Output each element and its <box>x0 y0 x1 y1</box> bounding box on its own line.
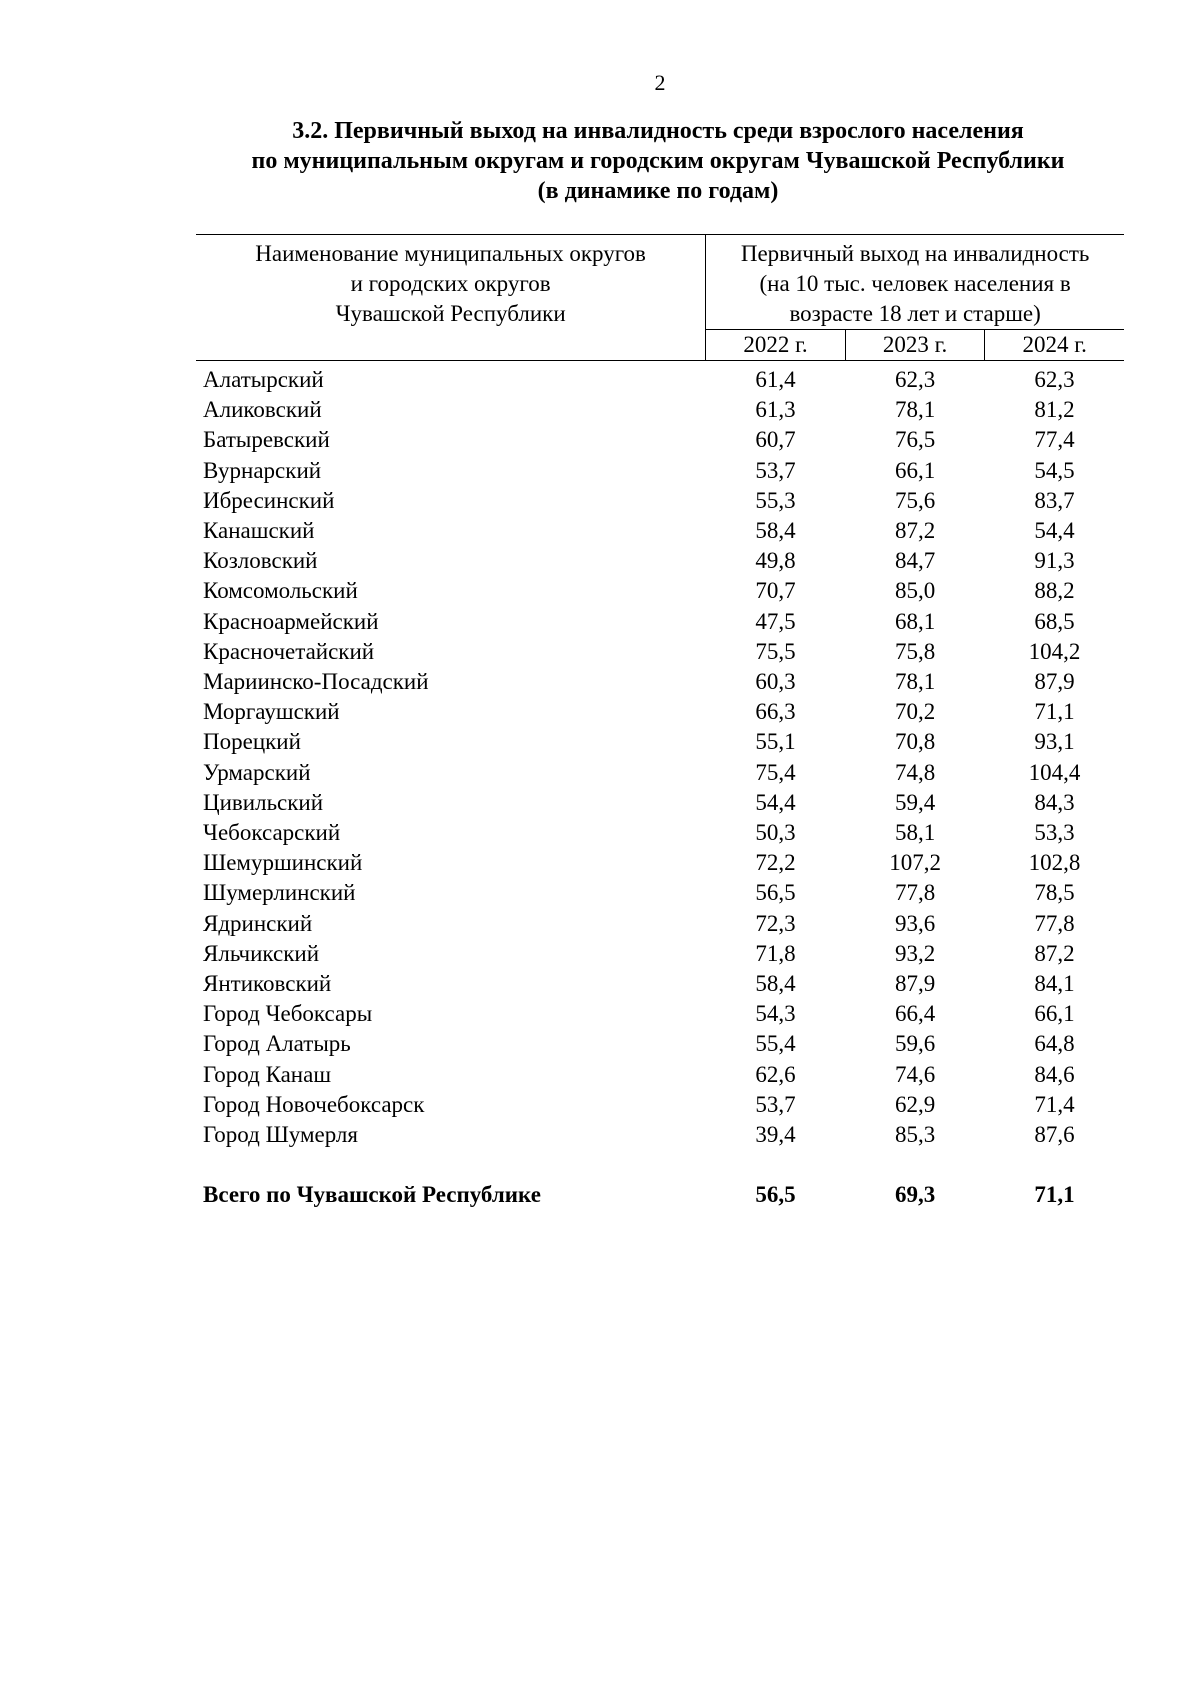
value-2024: 83,7 <box>1034 487 1075 513</box>
table-row <box>196 516 1124 546</box>
district-name: Моргаушский <box>203 699 340 725</box>
value-2023: 59,6 <box>894 1031 936 1057</box>
value-2023: 78,1 <box>894 397 936 423</box>
value-2022: 55,4 <box>755 1031 796 1057</box>
value-2022: 56,5 <box>755 880 796 906</box>
table-row <box>196 1090 1124 1120</box>
value-2024: 87,2 <box>1034 940 1075 966</box>
value-2023: 85,0 <box>894 578 936 604</box>
district-name: Козловский <box>203 548 318 574</box>
table-row <box>196 1120 1124 1150</box>
value-2022: 72,3 <box>755 910 796 936</box>
district-name: Чебоксарский <box>203 820 341 846</box>
value-2022: 53,7 <box>755 1091 796 1117</box>
value-2024: 78,5 <box>1034 880 1075 906</box>
table-row <box>196 848 1124 878</box>
value-2022: 60,7 <box>755 427 796 453</box>
title-line-1: 3.2. Первичный выход на инвалидность среди взрослого населения <box>292 118 1024 144</box>
value-2024: 93,1 <box>1034 729 1075 755</box>
value-2022: 61,3 <box>755 397 796 423</box>
table-row <box>196 788 1124 818</box>
district-name: Канашский <box>203 518 315 544</box>
value-2024: 54,5 <box>1034 457 1075 483</box>
value-header-line-2: (на 10 тыс. человек населения в <box>759 271 1071 296</box>
table-row <box>196 999 1124 1029</box>
value-2022: 55,1 <box>755 729 796 755</box>
district-name: Красночетайский <box>203 638 375 664</box>
table-row <box>196 425 1124 455</box>
district-name: Порецкий <box>203 729 301 755</box>
value-2022: 50,3 <box>755 820 796 846</box>
district-name: Батыревский <box>203 427 330 453</box>
total-label: Всего по Чувашской Республике <box>203 1182 541 1208</box>
table-row <box>196 637 1124 667</box>
value-2022: 75,4 <box>755 759 796 785</box>
total-row <box>196 1180 1124 1210</box>
table-row <box>196 878 1124 908</box>
district-name: Шумерлинский <box>203 880 356 906</box>
value-2023: 75,8 <box>894 638 936 664</box>
district-name: Урмарский <box>203 759 311 785</box>
value-header-line-3: возрасте 18 лет и старше) <box>789 301 1041 326</box>
value-2023: 66,1 <box>894 457 936 483</box>
year-header-2023: 2023 г. <box>845 330 985 361</box>
value-2024: 102,8 <box>1028 850 1081 876</box>
value-2024: 84,1 <box>1034 971 1075 997</box>
value-2024: 62,3 <box>1034 367 1075 392</box>
value-2022: 58,4 <box>755 971 796 997</box>
table-row <box>196 486 1124 516</box>
total-2024: 71,1 <box>1034 1182 1075 1208</box>
value-2024: 54,4 <box>1034 518 1075 544</box>
value-2023: 70,2 <box>894 699 936 725</box>
value-2023: 62,9 <box>894 1091 936 1117</box>
name-column-header <box>196 235 706 361</box>
value-2023: 59,4 <box>894 789 936 815</box>
value-2023: 58,1 <box>894 820 936 846</box>
district-name: Город Новочебоксарск <box>203 1091 425 1117</box>
district-name: Янтиковский <box>203 971 332 997</box>
value-2023: 68,1 <box>894 608 936 634</box>
district-name: Алатырский <box>203 367 324 392</box>
district-name: Город Чебоксары <box>203 1001 373 1027</box>
total-2022: 56,5 <box>755 1182 796 1208</box>
title-line-2: по муниципальным округам и городским округам Чувашской Республики <box>251 148 1065 174</box>
district-name: Аликовский <box>203 397 322 423</box>
year-header-2022: 2022 г. <box>706 330 846 361</box>
district-name: Комсомольский <box>203 578 358 604</box>
table-row <box>196 1029 1124 1059</box>
value-2024: 81,2 <box>1034 397 1075 423</box>
value-2024: 68,5 <box>1034 608 1075 634</box>
table-row <box>196 576 1124 606</box>
table-row <box>196 546 1124 576</box>
value-2023: 85,3 <box>894 1122 936 1148</box>
value-2024: 77,4 <box>1034 427 1075 453</box>
value-2024: 88,2 <box>1034 578 1075 604</box>
table-row <box>196 456 1124 486</box>
value-2024: 87,6 <box>1034 1122 1075 1148</box>
value-2024: 66,1 <box>1034 1001 1075 1027</box>
district-name: Мариинско-Посадский <box>203 669 429 695</box>
value-column-header <box>706 235 1124 330</box>
value-2024: 84,6 <box>1034 1061 1075 1087</box>
value-2022: 53,7 <box>755 457 796 483</box>
spacer-row <box>196 1150 1124 1180</box>
value-2024: 53,3 <box>1034 820 1075 846</box>
value-2024: 77,8 <box>1034 910 1075 936</box>
value-2023: 77,8 <box>894 880 936 906</box>
value-2023: 93,6 <box>894 910 936 936</box>
value-2023: 75,6 <box>894 487 936 513</box>
table-row <box>196 909 1124 939</box>
table-row <box>196 727 1124 757</box>
district-name: Яльчикский <box>203 940 320 966</box>
district-name: Город Канаш <box>203 1061 332 1087</box>
district-name: Ядринский <box>203 910 313 936</box>
value-2023: 70,8 <box>894 729 936 755</box>
name-header-line-3: Чувашской Республики <box>335 301 566 326</box>
value-2022: 58,4 <box>755 518 796 544</box>
value-2023: 66,4 <box>894 1001 936 1027</box>
table-row <box>196 758 1124 788</box>
table-row <box>196 1060 1124 1090</box>
table-row <box>196 818 1124 848</box>
district-name: Шемуршинский <box>203 850 363 876</box>
value-2022: 70,7 <box>755 578 796 604</box>
title-line-3: (в динамике по годам) <box>537 178 779 204</box>
value-2023: 87,9 <box>894 971 936 997</box>
value-header-line-1: Первичный выход на инвалидность <box>740 241 1090 266</box>
value-2024: 104,2 <box>1028 638 1081 664</box>
table-row <box>196 969 1124 999</box>
value-2022: 75,5 <box>755 638 796 664</box>
value-2023: 84,7 <box>894 548 936 574</box>
value-2024: 71,1 <box>1034 699 1075 725</box>
value-2022: 55,3 <box>755 487 796 513</box>
district-name: Вурнарский <box>203 457 322 483</box>
value-2024: 71,4 <box>1034 1091 1075 1117</box>
table-row <box>196 395 1124 425</box>
table-row <box>196 697 1124 727</box>
value-2022: 61,4 <box>755 367 796 392</box>
value-2023: 62,3 <box>894 367 936 392</box>
page-number: 2 <box>654 70 666 95</box>
value-2023: 78,1 <box>894 669 936 695</box>
value-2024: 87,9 <box>1034 669 1075 695</box>
value-2023: 74,8 <box>894 759 936 785</box>
value-2022: 60,3 <box>755 669 796 695</box>
district-name: Цивильский <box>203 789 324 815</box>
table-title <box>196 116 1120 206</box>
district-name: Красноармейский <box>203 608 379 634</box>
value-2023: 93,2 <box>894 940 936 966</box>
value-2023: 107,2 <box>889 850 941 876</box>
value-2023: 74,6 <box>894 1061 936 1087</box>
value-2022: 71,8 <box>755 940 796 966</box>
table-body <box>196 361 1124 1211</box>
disability-table <box>196 234 1124 1210</box>
value-2022: 66,3 <box>755 699 796 725</box>
table-row <box>196 939 1124 969</box>
value-2022: 47,5 <box>755 608 796 634</box>
district-name: Ибресинский <box>203 487 335 513</box>
name-header-line-1: Наименование муниципальных округов <box>255 241 646 266</box>
table-row <box>196 607 1124 637</box>
value-2024: 84,3 <box>1034 789 1075 815</box>
name-header-line-2: и городских округов <box>350 271 551 296</box>
value-2023: 87,2 <box>894 518 936 544</box>
value-2022: 54,4 <box>755 789 796 815</box>
total-2023: 69,3 <box>894 1182 936 1208</box>
value-2022: 39,4 <box>755 1122 796 1148</box>
table-row <box>196 361 1124 396</box>
district-name: Город Алатырь <box>203 1031 351 1057</box>
value-2022: 49,8 <box>755 548 796 574</box>
value-2022: 72,2 <box>755 850 796 876</box>
year-header-2024: 2024 г. <box>985 330 1124 361</box>
value-2023: 76,5 <box>894 427 936 453</box>
table-row <box>196 667 1124 697</box>
district-name: Город Шумерля <box>203 1122 358 1148</box>
value-2024: 104,4 <box>1028 759 1081 785</box>
value-2022: 62,6 <box>755 1061 796 1087</box>
value-2024: 64,8 <box>1034 1031 1075 1057</box>
value-2024: 91,3 <box>1034 548 1075 574</box>
value-2022: 54,3 <box>755 1001 796 1027</box>
